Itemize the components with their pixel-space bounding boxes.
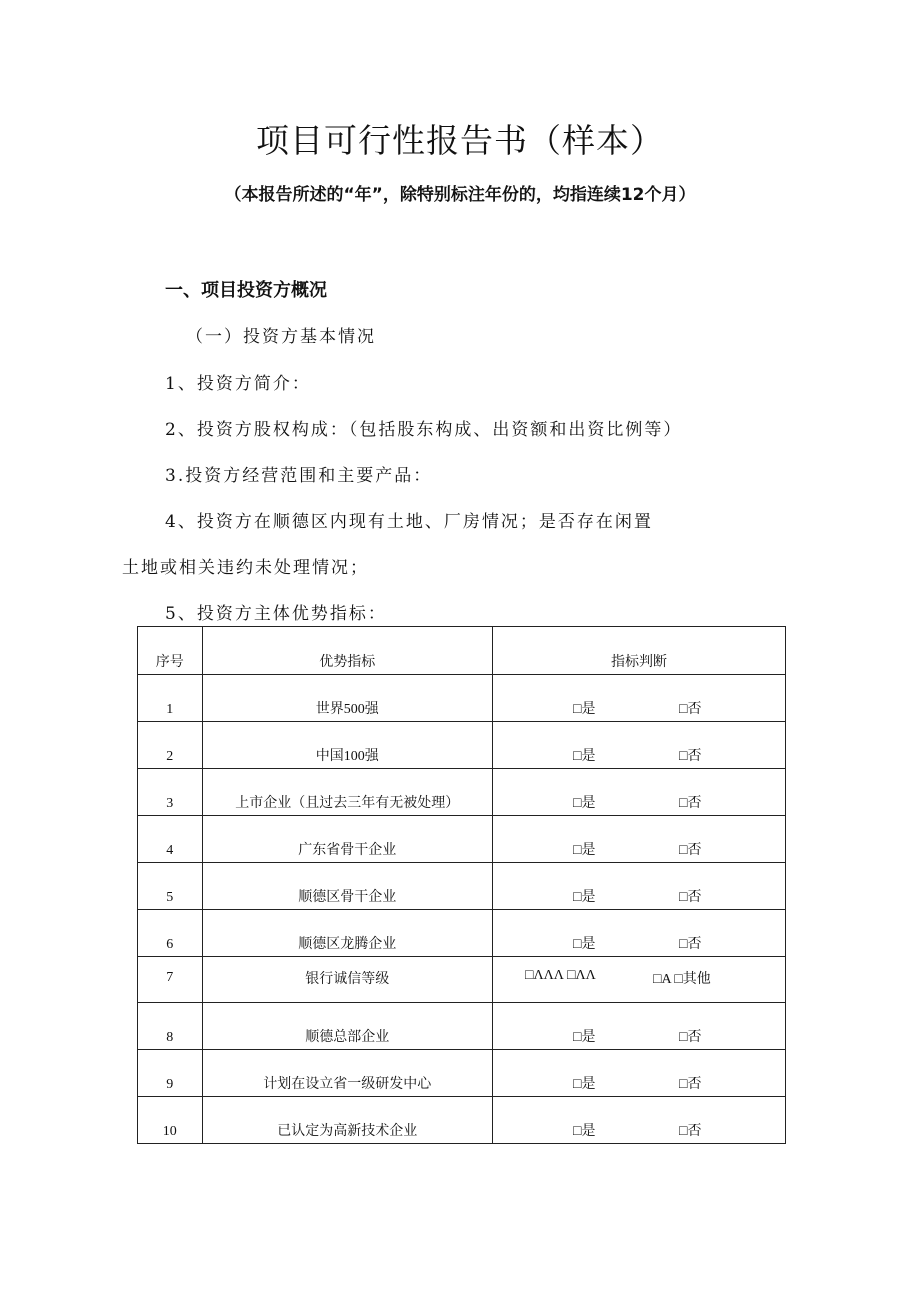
no-checkbox[interactable]: □否: [679, 796, 702, 811]
row-indicator: 顺德区龙腾企业: [202, 910, 492, 957]
table-row: [138, 1097, 786, 1144]
row-indicator: 顺德区骨干企业: [202, 863, 492, 910]
no-checkbox[interactable]: □否: [679, 1030, 702, 1045]
row-indicator: 广东省骨干企业: [202, 816, 492, 863]
row-no: 1: [138, 675, 203, 722]
row-judgement: [493, 957, 786, 1003]
row-judgement: [493, 1097, 786, 1144]
advantage-table: [137, 626, 786, 1144]
row-judgement: [493, 675, 786, 722]
row-indicator: 顺德总部企业: [202, 1003, 492, 1050]
yes-checkbox[interactable]: □是: [573, 843, 596, 858]
yes-checkbox[interactable]: □是: [573, 890, 596, 905]
bank-rating-options-b[interactable]: □A □其他: [653, 972, 711, 987]
row-no: 7: [138, 957, 203, 1003]
table-row: [138, 722, 786, 769]
yes-checkbox[interactable]: □是: [573, 702, 596, 717]
row-indicator: 银行诚信等级: [202, 957, 492, 1003]
document-subtitle: （本报告所述的“年”，除特别标注年份的，均指连续12个月）: [224, 185, 696, 205]
item-5: 5、投资方主体优势指标：: [165, 604, 387, 624]
row-judgement: [493, 1050, 786, 1097]
table-row: [138, 675, 786, 722]
header-no: 序号: [138, 627, 203, 675]
row-judgement: [493, 769, 786, 816]
item-3: 3.投资方经营范围和主要产品：: [165, 466, 433, 486]
yes-checkbox[interactable]: □是: [573, 749, 596, 764]
item-4-line1: 4、投资方在顺德区内现有土地、厂房情况；是否存在闲置: [165, 512, 653, 532]
row-no: 4: [138, 816, 203, 863]
no-checkbox[interactable]: □否: [679, 749, 702, 764]
row-no: 9: [138, 1050, 203, 1097]
table-row: [138, 1003, 786, 1050]
row-no: 6: [138, 910, 203, 957]
header-judgement: 指标判断: [493, 627, 786, 675]
item-1: 1、投资方简介：: [165, 374, 311, 394]
no-checkbox[interactable]: □否: [679, 843, 702, 858]
yes-checkbox[interactable]: □是: [573, 1124, 596, 1139]
section-heading: 一、项目投资方概况: [165, 280, 327, 301]
row-no: 5: [138, 863, 203, 910]
row-judgement: [493, 910, 786, 957]
table-row: [138, 957, 786, 1003]
yes-checkbox[interactable]: □是: [573, 1030, 596, 1045]
row-indicator: 上市企业（且过去三年有无被处理）: [202, 769, 492, 816]
yes-checkbox[interactable]: □是: [573, 796, 596, 811]
row-judgement: [493, 863, 786, 910]
table-row: [138, 863, 786, 910]
no-checkbox[interactable]: □否: [679, 1077, 702, 1092]
row-indicator: 已认定为高新技术企业: [202, 1097, 492, 1144]
subsection-heading: （一）投资方基本情况: [186, 327, 376, 347]
table-header-row: [138, 627, 786, 675]
row-no: 8: [138, 1003, 203, 1050]
document-title: 项目可行性报告书（样本）: [256, 121, 664, 160]
table-row: [138, 769, 786, 816]
no-checkbox[interactable]: □否: [679, 1124, 702, 1139]
row-judgement: [493, 722, 786, 769]
bank-rating-options-a[interactable]: □ΛΛΛ □ΛΛ: [525, 968, 596, 983]
row-no: 3: [138, 769, 203, 816]
yes-checkbox[interactable]: □是: [573, 1077, 596, 1092]
row-indicator: 世界500强: [202, 675, 492, 722]
no-checkbox[interactable]: □否: [679, 702, 702, 717]
table-row: [138, 1050, 786, 1097]
item-4-line2: 土地或相关违约未处理情况；: [122, 558, 369, 578]
item-2: 2、投资方股权构成：（包括股东构成、出资额和出资比例等）: [165, 420, 683, 440]
row-no: 2: [138, 722, 203, 769]
table-row: [138, 816, 786, 863]
no-checkbox[interactable]: □否: [679, 890, 702, 905]
row-judgement: [493, 816, 786, 863]
yes-checkbox[interactable]: □是: [573, 937, 596, 952]
row-indicator: 计划在设立省一级研发中心: [202, 1050, 492, 1097]
no-checkbox[interactable]: □否: [679, 937, 702, 952]
row-no: 10: [138, 1097, 203, 1144]
row-indicator: 中国100强: [202, 722, 492, 769]
table-row: [138, 910, 786, 957]
header-indicator: 优势指标: [202, 627, 492, 675]
row-judgement: [493, 1003, 786, 1050]
